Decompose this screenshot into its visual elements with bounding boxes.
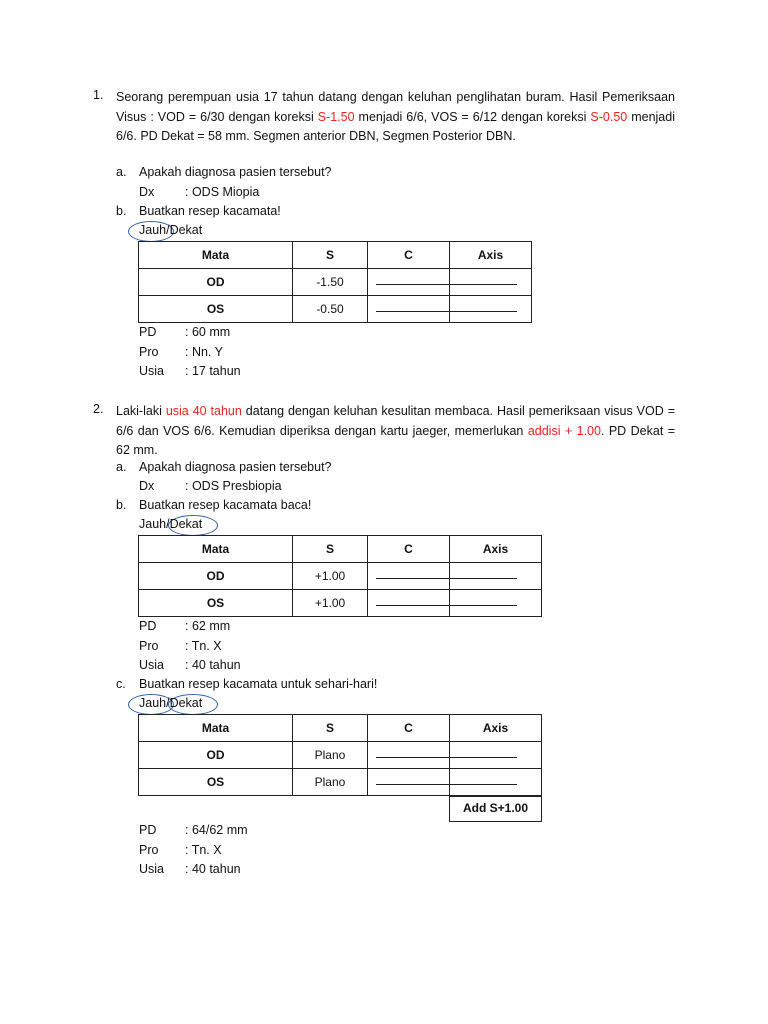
axis-od	[450, 563, 542, 590]
eye-od: OD	[139, 563, 293, 590]
q2-c-question: Buatkan resep kacamata untuk sehari-hari!	[139, 677, 378, 691]
cyl-od	[368, 269, 450, 296]
q2-c-label: c.	[116, 677, 126, 691]
sphere-os: -0.50	[293, 296, 368, 323]
table-row	[139, 296, 532, 323]
axis-os	[450, 296, 532, 323]
q1-pd-label: PD	[139, 325, 157, 339]
q2-b-usia-label: Usia	[139, 658, 165, 672]
q2-c-pro-label: Pro	[139, 843, 159, 857]
eye-os: OS	[139, 590, 293, 617]
q2-addition-highlight: addisi + 1.00	[527, 423, 601, 438]
header-mata: Mata	[139, 242, 293, 269]
q2-b-pd-label: PD	[139, 619, 157, 633]
q2-b-pro-value: : Tn. X	[185, 639, 222, 653]
q1-paragraph: Seorang perempuan usia 17 tahun datang dengan keluhan penglihatan buram. Hasil Pemeriksaan Visus : VOD = 6/30 dengan koreksi S-1.50 menjadi 6/6, VOS = 6/12 dengan koreksi S-0.50 menjadi 6/6. PD Dekat = 58 mm. Segmen anterior DBN, Segmen Posterior DBN.	[116, 90, 675, 143]
header-s: S	[293, 536, 368, 563]
q2-a-question: Apakah diagnosa pasien tersebut?	[139, 460, 332, 474]
sphere-os: Plano	[293, 769, 368, 796]
q2-c-jauh-dekat: Jauh/Dekat	[139, 696, 203, 710]
header-s: S	[293, 715, 368, 742]
table-row	[139, 269, 532, 296]
q2-b-pd-value: : 62 mm	[185, 619, 231, 633]
q1-prescription-table	[138, 241, 532, 323]
header-mata: Mata	[139, 715, 293, 742]
axis-os	[450, 769, 542, 796]
q1-usia-label: Usia	[139, 364, 165, 378]
q2-paragraph: Laki-laki usia 40 tahun datang dengan keluhan kesulitan membaca. Hasil pemeriksaan visus VOD = 6/6 dan VOS 6/6. Kemudian diperiksa dengan kartu jaeger, memerlukan addisi + 1.00. PD Dekat = 62 mm.	[116, 404, 676, 457]
table-row	[139, 742, 542, 769]
q2-b-question: Buatkan resep kacamata baca!	[139, 498, 312, 512]
q1-pro-value: : Nn. Y	[185, 345, 223, 359]
header-axis: Axis	[450, 242, 532, 269]
q2-number: 2.	[93, 402, 104, 416]
q2-c-usia-value: : 40 tahun	[185, 862, 241, 876]
q1-pd-value: : 60 mm	[185, 325, 231, 339]
q2-a-label: a.	[116, 460, 127, 474]
q1-correction-os: S-0.50	[590, 109, 628, 124]
axis-od	[450, 269, 532, 296]
q2-c-usia-label: Usia	[139, 862, 165, 876]
q2-c-pd-label: PD	[139, 823, 157, 837]
cyl-od	[368, 563, 450, 590]
q1-dx-value: : ODS Miopia	[185, 185, 260, 199]
cyl-os	[368, 296, 450, 323]
header-mata: Mata	[139, 536, 293, 563]
q2-daily-prescription-table	[138, 714, 542, 796]
eye-os: OS	[139, 769, 293, 796]
cyl-os	[368, 769, 450, 796]
q1-usia-value: : 17 tahun	[185, 364, 241, 378]
eye-od: OD	[139, 269, 293, 296]
axis-os	[450, 590, 542, 617]
sphere-od: -1.50	[293, 269, 368, 296]
q1-number: 1.	[93, 88, 104, 102]
header-axis: Axis	[450, 715, 542, 742]
q2-dx-value: : ODS Presbiopia	[185, 479, 282, 493]
q1-jauh-dekat: Jauh/Dekat	[139, 223, 203, 237]
axis-od	[450, 742, 542, 769]
table-row	[139, 563, 542, 590]
eye-od: OD	[139, 742, 293, 769]
q2-age-highlight: usia 40 tahun	[165, 404, 242, 418]
q2-b-pro-label: Pro	[139, 639, 159, 653]
sphere-od: +1.00	[293, 563, 368, 590]
table-row	[139, 769, 542, 796]
eye-os: OS	[139, 296, 293, 323]
q2-b-usia-value: : 40 tahun	[185, 658, 241, 672]
q1-a-label: a.	[116, 165, 127, 179]
q1-pro-label: Pro	[139, 345, 159, 359]
q2-c-pro-value: : Tn. X	[185, 843, 222, 857]
add-power-cell: Add S+1.00	[449, 796, 542, 822]
q2-b-jauh-dekat: Jauh/Dekat	[139, 517, 203, 531]
q2-b-label: b.	[116, 498, 127, 512]
cyl-os	[368, 590, 450, 617]
header-c: C	[368, 242, 450, 269]
table-header-row	[139, 242, 532, 269]
header-s: S	[293, 242, 368, 269]
q1-b-question: Buatkan resep kacamata!	[139, 204, 281, 218]
header-c: C	[368, 536, 450, 563]
sphere-od: Plano	[293, 742, 368, 769]
table-row	[139, 590, 542, 617]
q2-reading-prescription-table	[138, 535, 542, 617]
sphere-os: +1.00	[293, 590, 368, 617]
cyl-od	[368, 742, 450, 769]
q1-a-question: Apakah diagnosa pasien tersebut?	[139, 165, 332, 179]
header-c: C	[368, 715, 450, 742]
q1-correction-od: S-1.50	[317, 109, 355, 124]
q2-c-pd-value: : 64/62 mm	[185, 823, 248, 837]
q1-b-label: b.	[116, 204, 127, 218]
q2-dx-label: Dx	[139, 479, 155, 493]
table-header-row	[139, 536, 542, 563]
table-header-row	[139, 715, 542, 742]
header-axis: Axis	[450, 536, 542, 563]
q1-dx-label: Dx	[139, 185, 155, 199]
